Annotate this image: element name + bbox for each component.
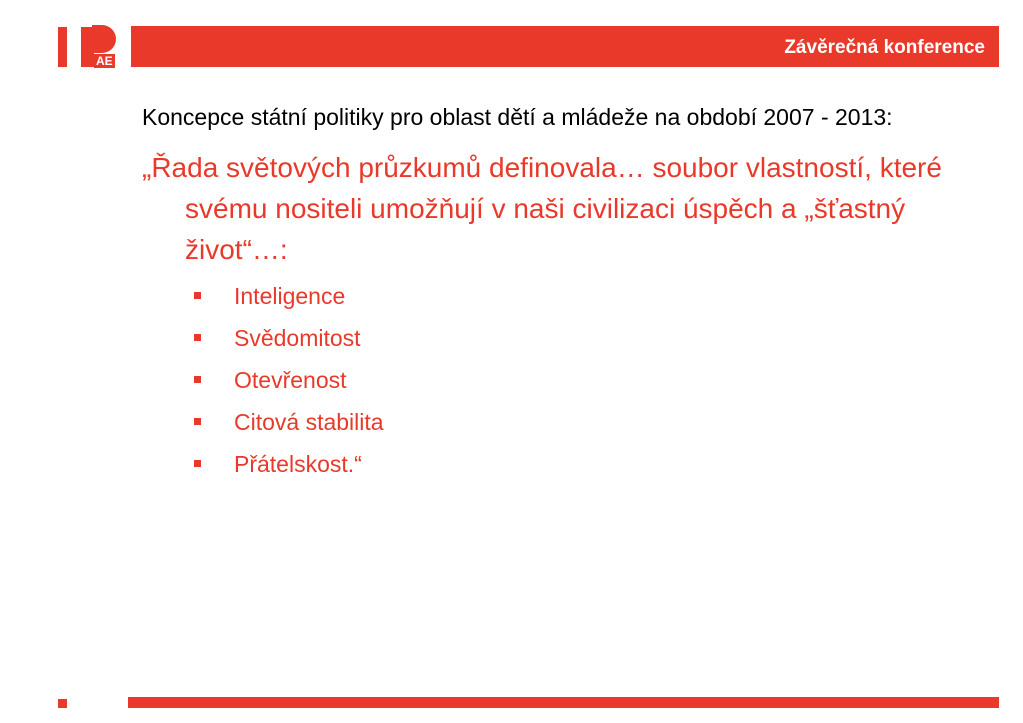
logo-bar (58, 27, 67, 67)
bullet-label: Přátelskost.“ (234, 451, 362, 477)
square-bullet-icon (194, 376, 201, 383)
square-bullet-icon (194, 292, 201, 299)
bullet-item (142, 443, 962, 485)
logo-bowl (92, 25, 116, 53)
square-bullet-icon (194, 460, 201, 467)
intro-text: Koncepce státní politiky pro oblast dětí a mládeže na období 2007 - 2013: (142, 104, 893, 130)
bullet-item (142, 401, 962, 443)
bullet-label: Inteligence (234, 283, 346, 309)
bullet-item (142, 317, 962, 359)
bullet-label: Citová stabilita (234, 409, 384, 435)
bullet-label: Svědomitost (234, 325, 361, 351)
logo (58, 25, 128, 69)
slide-content (142, 100, 962, 485)
bullet-list (142, 275, 962, 485)
footer-bar (128, 697, 999, 708)
square-bullet-icon (194, 334, 201, 341)
quote-text: „Řada světových průzkumů definovala… soubor vlastností, které svému nositeli umožňují v naši civilizaci úspěch a „šťastný život“…: (142, 152, 942, 265)
square-bullet-icon (194, 418, 201, 425)
logo-text: AE (96, 54, 113, 68)
bullet-item (142, 359, 962, 401)
slide-title: Závěrečná konference (784, 37, 985, 58)
title-bar (131, 26, 999, 67)
footer-square (58, 699, 67, 708)
bullet-label: Otevřenost (234, 367, 347, 393)
bullet-item (142, 275, 962, 317)
